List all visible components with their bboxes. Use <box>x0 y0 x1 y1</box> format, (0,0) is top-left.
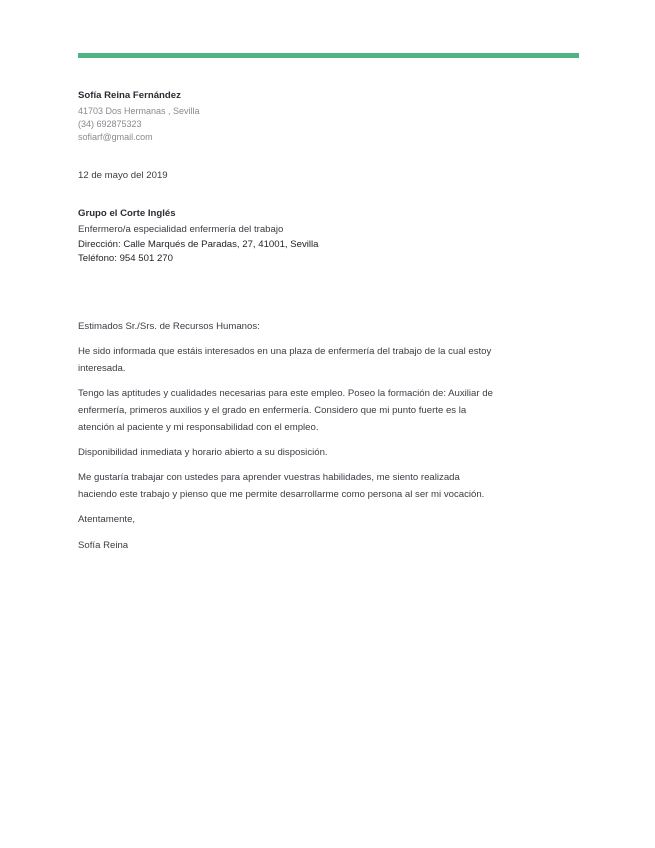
recipient-company: Grupo el Corte Inglés <box>78 208 176 219</box>
letter-paragraph: Tengo las aptitudes y cualidades necesarias para este empleo. Poseo la formación de: Auxiliar de enfermería, primeros auxilios y el grado en enfermería. Considero que mi punto fuerte es la atención al paciente y mi responsabilidad con el empleo. <box>78 388 493 433</box>
letter-greeting: Estimados Sr./Srs. de Recursos Humanos: <box>78 321 260 332</box>
sender-email: sofiarf@gmail.com <box>78 132 153 142</box>
letter-paragraph: Me gustaría trabajar con ustedes para aprender vuestras habilidades, me siento realizada haciendo este trabajo y pienso que me permite desarrollarme como persona al ser mi vocación. <box>78 472 485 500</box>
letter-body <box>78 319 498 563</box>
sender-phone: (34) 692875323 <box>78 119 142 129</box>
letter-paragraph: He sido informada que estáis interesados en una plaza de enfermería del trabajo de la cual estoy interesada. <box>78 346 492 374</box>
letter-signature: Sofía Reina <box>78 539 129 551</box>
sender-address: 41703 Dos Hermanas , Sevilla <box>78 106 200 116</box>
header-accent-bar <box>78 53 579 58</box>
recipient-position: Enfermero/a especialidad enfermería del trabajo <box>78 224 284 235</box>
recipient-block <box>78 208 558 267</box>
sender-block <box>78 90 558 144</box>
recipient-phone: Teléfono: 954 501 270 <box>78 253 173 264</box>
letter-date: 12 de mayo del 2019 <box>78 170 168 181</box>
sender-name: Sofía Reina Fernández <box>78 90 181 101</box>
recipient-address: Dirección: Calle Marqués de Paradas, 27, 41001, Sevilla <box>78 238 319 250</box>
letter-paragraph: Disponibilidad inmediata y horario abierto a su disposición. <box>78 446 328 458</box>
letter-closing: Atentamente, <box>78 514 136 526</box>
